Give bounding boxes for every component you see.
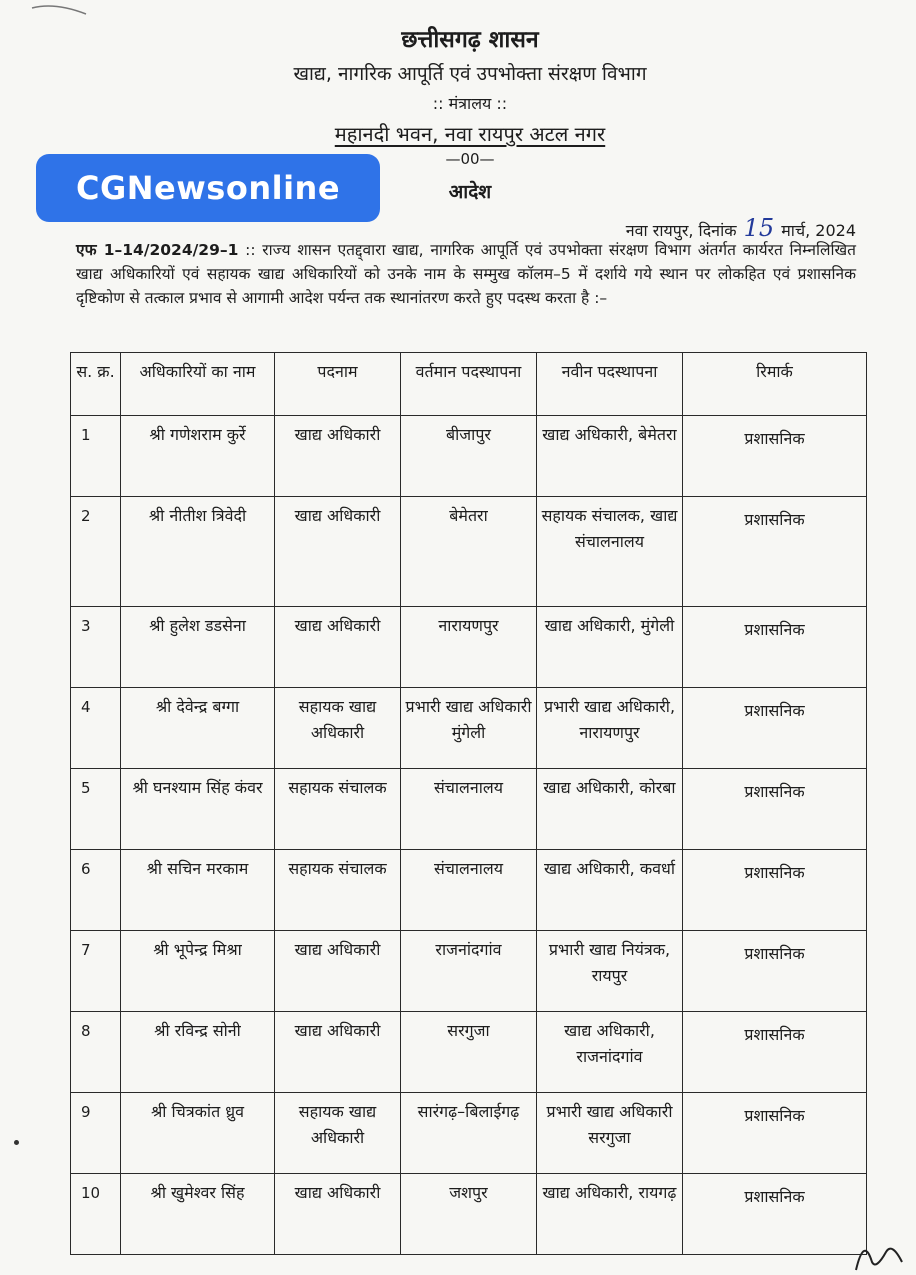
- col-header-remark: रिमार्क: [683, 353, 867, 416]
- cell-current-posting: सरगुजा: [401, 1012, 537, 1093]
- cell-name: श्री भूपेन्द्र मिश्रा: [121, 931, 275, 1012]
- cell-sn: 10: [71, 1174, 121, 1255]
- cell-designation: खाद्य अधिकारी: [275, 1174, 401, 1255]
- cell-name: श्री चित्रकांत ध्रुव: [121, 1093, 275, 1174]
- order-text: :: राज्य शासन एतद्द्वारा खाद्य, नागरिक आपूर्ति एवं उपभोक्ता संरक्षण विभाग अंतर्गत कार्यरत निम्नलिखित खाद्य अधिकारियों एवं सहायक खाद्य अधिकारियों को उनके नाम के सम्मुख कॉलम–5 में दर्शाये गये स्थान पर लोकहित एवं प्रशासनिक दृष्टिकोण से तत्काल प्रभाव से आगामी आदेश पर्यन्त तक स्थानांतरण करते हुए पदस्थ करता है :–: [76, 241, 856, 307]
- cell-remark: प्रशासनिक: [683, 850, 867, 931]
- cell-new-posting: सहायक संचालक, खाद्य संचालनालय: [537, 497, 683, 607]
- table-row: [71, 1174, 867, 1255]
- cell-sn: 8: [71, 1012, 121, 1093]
- cell-current-posting: सारंगढ़–बिलाईगढ़: [401, 1093, 537, 1174]
- date-month-year: मार्च, 2024: [781, 221, 856, 240]
- cell-designation: खाद्य अधिकारी: [275, 497, 401, 607]
- cell-current-posting: जशपुर: [401, 1174, 537, 1255]
- cell-designation: सहायक संचालक: [275, 850, 401, 931]
- cell-sn: 6: [71, 850, 121, 931]
- cell-remark: प्रशासनिक: [683, 607, 867, 688]
- cell-new-posting: खाद्य अधिकारी, रायगढ़: [537, 1174, 683, 1255]
- cell-new-posting: खाद्य अधिकारी, बेमेतरा: [537, 416, 683, 497]
- col-header-new-posting: नवीन पदस्थापना: [537, 353, 683, 416]
- cell-remark: प्रशासनिक: [683, 688, 867, 769]
- cell-new-posting: खाद्य अधिकारी, कोरबा: [537, 769, 683, 850]
- watermark-badge: CGNewsonline: [36, 154, 380, 222]
- cell-new-posting: प्रभारी खाद्य अधिकारी, नारायणपुर: [537, 688, 683, 769]
- cell-sn: 1: [71, 416, 121, 497]
- cell-remark: प्रशासनिक: [683, 931, 867, 1012]
- cell-designation: सहायक खाद्य अधिकारी: [275, 1093, 401, 1174]
- col-header-current-posting: वर्तमान पदस्थापना: [401, 353, 537, 416]
- ministry-label: :: मंत्रालय ::: [432, 94, 508, 113]
- cell-name: श्री देवेन्द्र बग्गा: [121, 688, 275, 769]
- cell-remark: प्रशासनिक: [683, 1174, 867, 1255]
- cell-designation: खाद्य अधिकारी: [275, 1012, 401, 1093]
- cell-sn: 5: [71, 769, 121, 850]
- cell-new-posting: खाद्य अधिकारी, कवर्धा: [537, 850, 683, 931]
- government-title: छत्तीसगढ़ शासन: [401, 27, 539, 53]
- cell-designation: खाद्य अधिकारी: [275, 416, 401, 497]
- cell-remark: प्रशासनिक: [683, 769, 867, 850]
- cell-remark: प्रशासनिक: [683, 497, 867, 607]
- cell-name: श्री खुमेश्वर सिंह: [121, 1174, 275, 1255]
- cell-name: श्री सचिन मरकाम: [121, 850, 275, 931]
- table-row: [71, 607, 867, 688]
- cell-sn: 2: [71, 497, 121, 607]
- cell-current-posting: बेमेतरा: [401, 497, 537, 607]
- col-header-name: अधिकारियों का नाम: [121, 353, 275, 416]
- table-row: [71, 1012, 867, 1093]
- separator: —00—: [445, 150, 495, 168]
- office-address: महानदी भवन, नवा रायपुर अटल नगर: [334, 122, 606, 146]
- cell-new-posting: प्रभारी खाद्य अधिकारी सरगुजा: [537, 1093, 683, 1174]
- department-name: खाद्य, नागरिक आपूर्ति एवं उपभोक्ता संरक्षण विभाग: [293, 63, 647, 85]
- cell-designation: खाद्य अधिकारी: [275, 607, 401, 688]
- cell-sn: 4: [71, 688, 121, 769]
- cell-current-posting: राजनांदगांव: [401, 931, 537, 1012]
- table-row: [71, 1093, 867, 1174]
- cell-sn: 7: [71, 931, 121, 1012]
- cell-sn: 3: [71, 607, 121, 688]
- cell-current-posting: संचालनालय: [401, 769, 537, 850]
- cell-designation: सहायक खाद्य अधिकारी: [275, 688, 401, 769]
- table-row: [71, 688, 867, 769]
- table-header-row: [71, 353, 867, 416]
- cell-new-posting: खाद्य अधिकारी, राजनांदगांव: [537, 1012, 683, 1093]
- cell-sn: 9: [71, 1093, 121, 1174]
- table-row: [71, 497, 867, 607]
- cell-new-posting: खाद्य अधिकारी, मुंगेली: [537, 607, 683, 688]
- cell-new-posting: प्रभारी खाद्य नियंत्रक, रायपुर: [537, 931, 683, 1012]
- date-day: 15: [743, 214, 775, 242]
- cell-name: श्री नीतीश त्रिवेदी: [121, 497, 275, 607]
- cell-name: श्री घनश्याम सिंह कंवर: [121, 769, 275, 850]
- table-row: [71, 850, 867, 931]
- ink-speck: [14, 1140, 19, 1145]
- cell-current-posting: संचालनालय: [401, 850, 537, 931]
- table-row: [71, 416, 867, 497]
- order-body: [76, 238, 856, 310]
- order-title: आदेश: [448, 181, 492, 203]
- cell-current-posting: नारायणपुर: [401, 607, 537, 688]
- transfer-table: [70, 352, 867, 1255]
- cell-remark: प्रशासनिक: [683, 1093, 867, 1174]
- table-row: [71, 931, 867, 1012]
- date-prefix: नवा रायपुर, दिनांक: [625, 221, 737, 240]
- cell-designation: सहायक संचालक: [275, 769, 401, 850]
- cell-designation: खाद्य अधिकारी: [275, 931, 401, 1012]
- cell-name: श्री गणेशराम कुर्रे: [121, 416, 275, 497]
- col-header-sn: स. क्र.: [71, 353, 121, 416]
- cell-name: श्री रविन्द्र सोनी: [121, 1012, 275, 1093]
- pen-scratch: [30, 0, 90, 20]
- cell-current-posting: बीजापुर: [401, 416, 537, 497]
- file-number: एफ 1–14/2024/29–1: [76, 241, 239, 259]
- cell-remark: प्रशासनिक: [683, 416, 867, 497]
- table-row: [71, 769, 867, 850]
- col-header-designation: पदनाम: [275, 353, 401, 416]
- cell-current-posting: प्रभारी खाद्य अधिकारी मुंगेली: [401, 688, 537, 769]
- signature-mark: [846, 1232, 906, 1272]
- cell-remark: प्रशासनिक: [683, 1012, 867, 1093]
- cell-name: श्री हुलेश डडसेना: [121, 607, 275, 688]
